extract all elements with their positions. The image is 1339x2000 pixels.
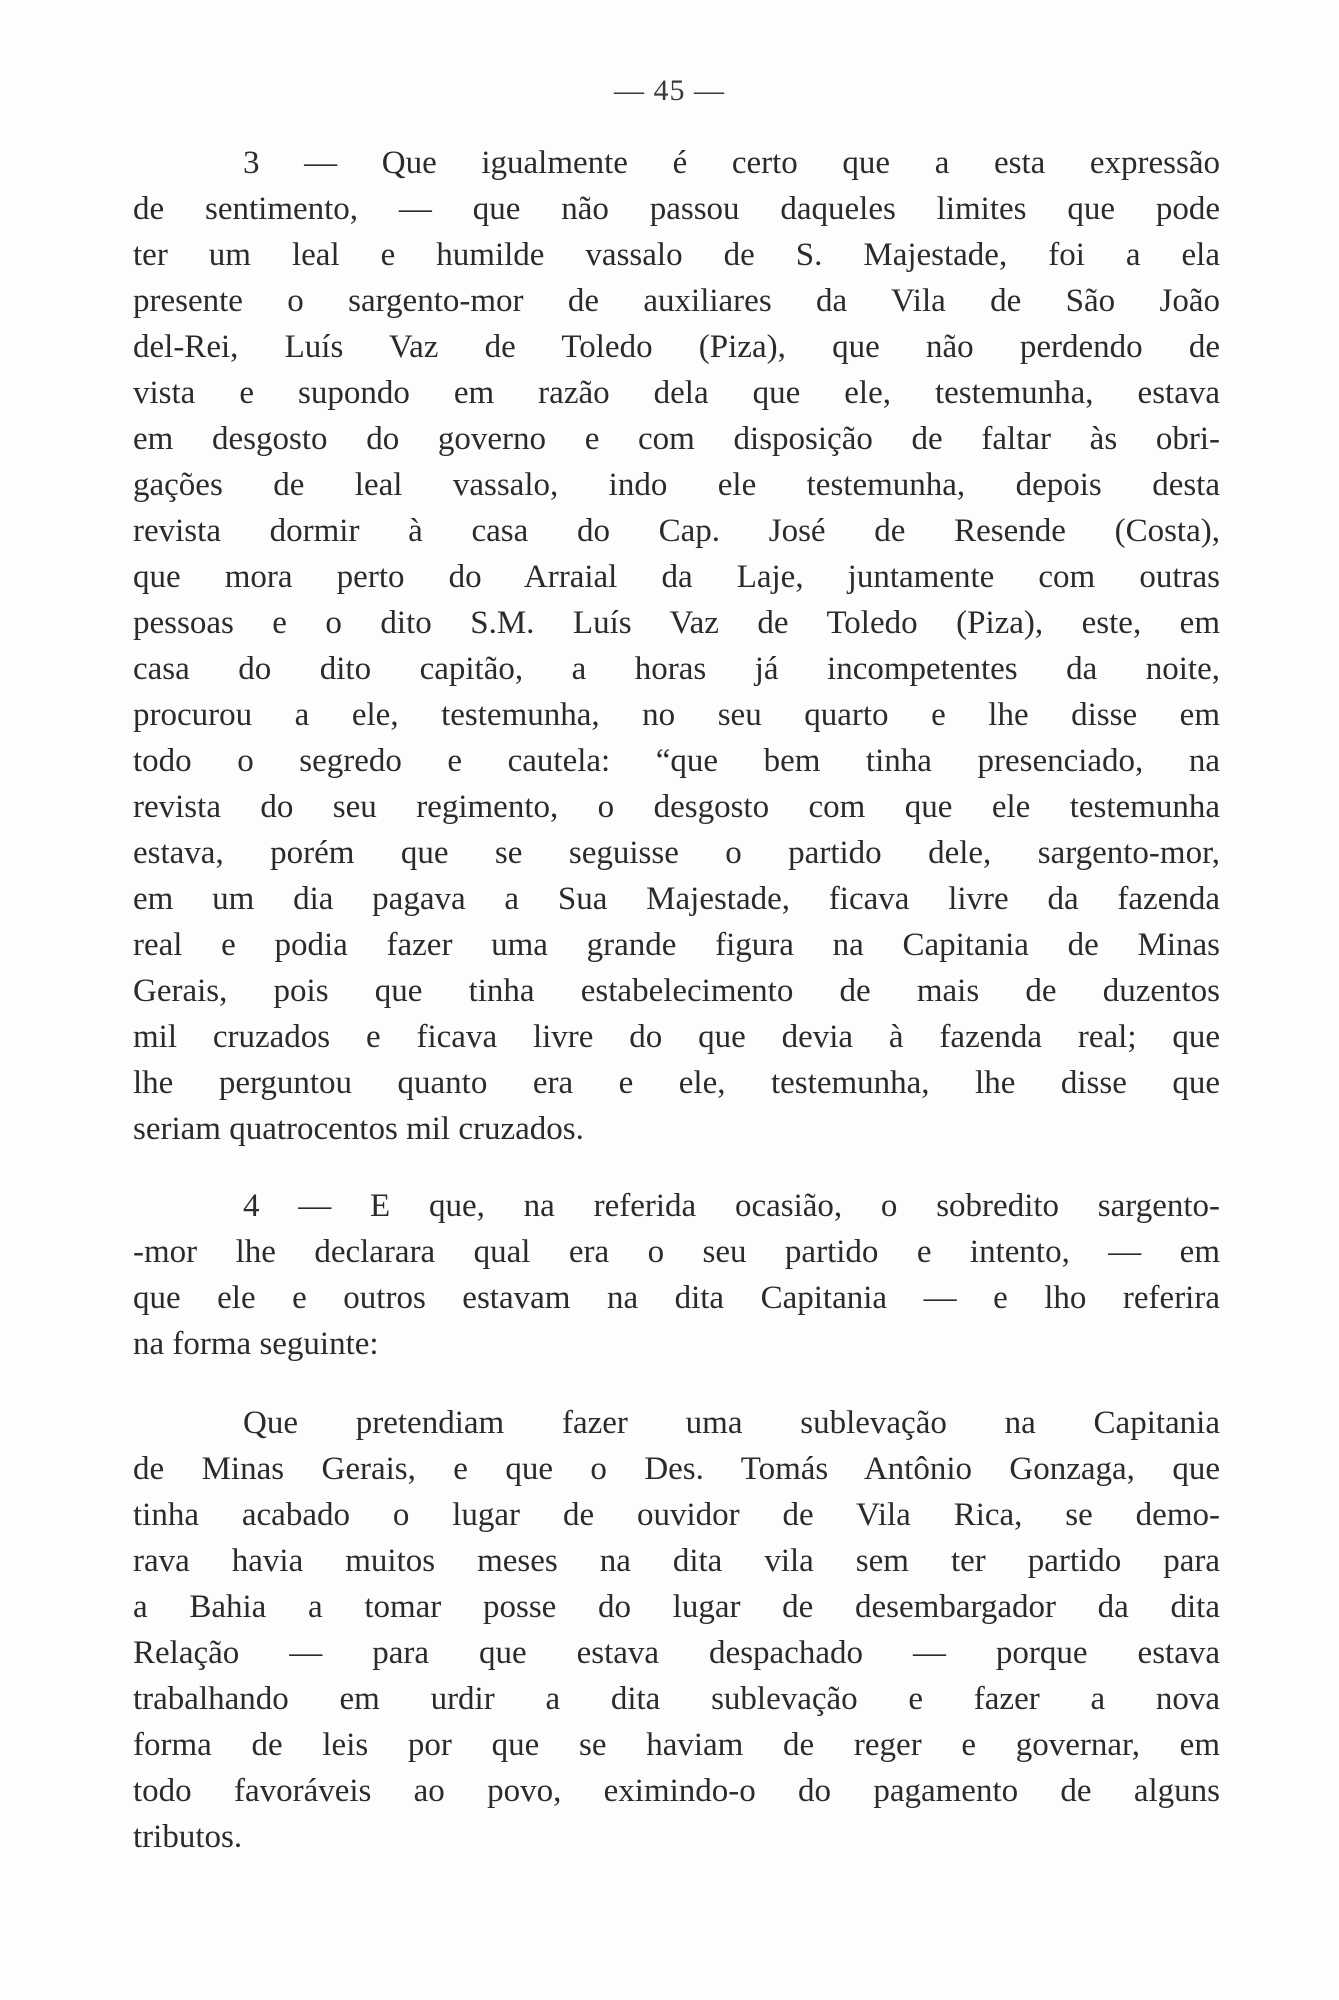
text-line: todo o segredo e cautela: “que bem tinha presenciado, na: [133, 743, 1220, 779]
text-line: del-Rei, Luís Vaz de Toledo (Piza), que não perdendo de: [133, 329, 1220, 365]
text-line: real e podia fazer uma grande figura na Capitania de Minas: [133, 927, 1220, 963]
text-line: ter um leal e humilde vassalo de S. Majestade, foi a ela: [133, 237, 1220, 273]
text-line: 3 — Que igualmente é certo que a esta expressão: [243, 145, 1220, 181]
text-line: a Bahia a tomar posse do lugar de desembargador da dita: [133, 1589, 1220, 1625]
text-line: revista dormir à casa do Cap. José de Resende (Costa),: [133, 513, 1220, 549]
paragraph-5: [133, 1400, 1220, 1860]
text-line: de sentimento, — que não passou daqueles limites que pode: [133, 191, 1220, 227]
text-line: que ele e outros estavam na dita Capitania — e lho referira: [133, 1280, 1220, 1316]
page-number: — 45 —: [614, 74, 725, 107]
text-line: estava, porém que se seguisse o partido dele, sargento-mor,: [133, 835, 1220, 871]
text-line: de Minas Gerais, e que o Des. Tomás Antônio Gonzaga, que: [133, 1451, 1220, 1487]
text-line: na forma seguinte:: [133, 1326, 379, 1362]
text-line: seriam quatrocentos mil cruzados.: [133, 1111, 584, 1147]
text-line: gações de leal vassalo, indo ele testemunha, depois desta: [133, 467, 1220, 503]
text-line: Que pretendiam fazer uma sublevação na Capitania: [243, 1405, 1220, 1441]
paragraph-4: [133, 1183, 1220, 1367]
text-line: procurou a ele, testemunha, no seu quarto e lhe disse em: [133, 697, 1220, 733]
text-line: todo favoráveis ao povo, eximindo-o do pagamento de alguns: [133, 1773, 1220, 1809]
paragraph-3: [133, 140, 1220, 1152]
text-line: tributos.: [133, 1819, 243, 1855]
text-line: vista e supondo em razão dela que ele, testemunha, estava: [133, 375, 1220, 411]
text-line: casa do dito capitão, a horas já incompetentes da noite,: [133, 651, 1220, 687]
text-line: em desgosto do governo e com disposição de faltar às obri-: [133, 421, 1220, 457]
text-line: tinha acabado o lugar de ouvidor de Vila Rica, se demo-: [133, 1497, 1220, 1533]
text-line: que mora perto do Arraial da Laje, juntamente com outras: [133, 559, 1220, 595]
text-line: -mor lhe declarara qual era o seu partido e intento, — em: [133, 1234, 1220, 1270]
text-line: Relação — para que estava despachado — porque estava: [133, 1635, 1220, 1671]
text-line: forma de leis por que se haviam de reger e governar, em: [133, 1727, 1220, 1763]
text-line: em um dia pagava a Sua Majestade, ficava livre da fazenda: [133, 881, 1220, 917]
text-line: pessoas e o dito S.M. Luís Vaz de Toledo (Piza), este, em: [133, 605, 1220, 641]
text-line: 4 — E que, na referida ocasião, o sobredito sargento-: [243, 1188, 1220, 1224]
text-line: mil cruzados e ficava livre do que devia à fazenda real; que: [133, 1019, 1220, 1055]
text-line: trabalhando em urdir a dita sublevação e fazer a nova: [133, 1681, 1220, 1717]
text-line: presente o sargento-mor de auxiliares da Vila de São João: [133, 283, 1220, 319]
text-line: rava havia muitos meses na dita vila sem ter partido para: [133, 1543, 1220, 1579]
text-line: revista do seu regimento, o desgosto com que ele testemunha: [133, 789, 1220, 825]
text-line: Gerais, pois que tinha estabelecimento de mais de duzentos: [133, 973, 1220, 1009]
text-line: lhe perguntou quanto era e ele, testemunha, lhe disse que: [133, 1065, 1220, 1101]
